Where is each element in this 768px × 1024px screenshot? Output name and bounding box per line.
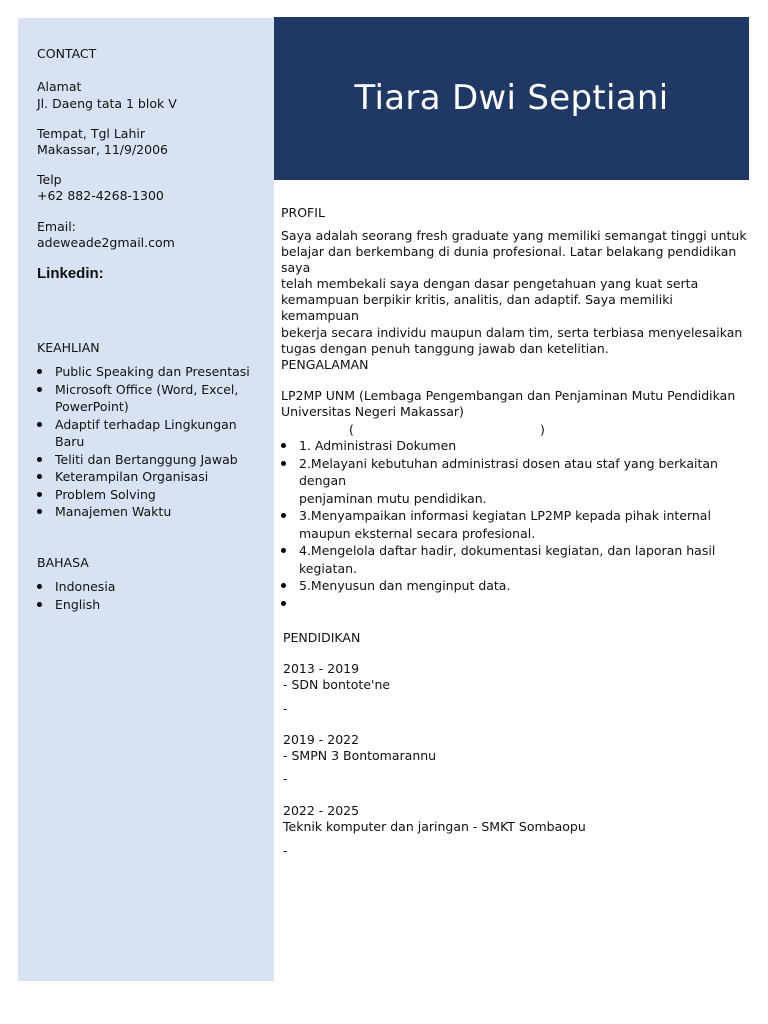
email-label: Email: (37, 219, 76, 234)
experience-heading: PENGALAMAN (281, 357, 369, 372)
contact-heading: CONTACT (37, 46, 97, 61)
birth-label: Tempat, Tgl Lahir (37, 126, 145, 141)
education-note: - (283, 701, 288, 716)
phone-label: Telp (37, 172, 62, 187)
skill-item: Teliti dan Bertanggung Jawab (37, 451, 267, 469)
experience-org-line: LP2MP UNM (Lembaga Pengembangan dan Penjaminan Mutu Pendidikan (281, 388, 736, 403)
experience-list (281, 437, 751, 612)
education-note: - (283, 843, 288, 858)
experience-paren-open: ( (349, 422, 354, 437)
profile-heading: PROFIL (281, 205, 325, 220)
address-value: Jl. Daeng tata 1 blok V (37, 96, 177, 111)
profile-line: telah membekali saya dengan dasar pengetahuan yang kuat serta (281, 276, 699, 292)
experience-item: 2.Melayani kebutuhan administrasi dosen atau staf yang berkaitan dengan penjaminan mutu pendidikan. (281, 455, 751, 508)
experience-item (281, 595, 751, 613)
resume-name: Tiara Dwi Septiani (354, 78, 669, 119)
education-school: - SDN bontote'ne (283, 677, 391, 692)
education-note: - (283, 771, 288, 786)
language-item: Indonesia (37, 578, 267, 596)
skill-item: Adaptif terhadap Lingkungan Baru (37, 416, 267, 451)
skill-item: Microsoft Office (Word, Excel, PowerPoint) (37, 381, 267, 416)
profile-text (281, 228, 751, 357)
experience-item: 5.Menyusun dan menginput data. (281, 577, 751, 595)
experience-org-line: Universitas Negeri Makassar) (281, 404, 464, 419)
profile-line: belajar dan berkembang di dunia profesional. Latar belakang pendidikan saya (281, 244, 737, 276)
education-heading: PENDIDIKAN (283, 630, 361, 645)
skill-item: Public Speaking dan Presentasi (37, 363, 267, 381)
profile-line: bekerja secara individu maupun dalam tim, serta terbiasa menyelesaikan (281, 324, 743, 340)
experience-paren-close: ) (540, 422, 545, 437)
skill-item: Manajemen Waktu (37, 503, 267, 521)
address-label: Alamat (37, 79, 82, 94)
skill-item-continuation: PowerPoint) (55, 399, 129, 414)
education-years: 2019 - 2022 (283, 732, 360, 747)
experience-item: 3.Menyampaikan informasi kegiatan LP2MP kepada pihak internal maupun eksternal secara profesional. (281, 507, 751, 542)
experience-item: 1. Administrasi Dokumen (281, 437, 751, 455)
profile-line: tugas dengan penuh tanggung jawab dan ketelitian. (281, 340, 609, 356)
language-item: English (37, 596, 267, 614)
languages-heading: BAHASA (37, 555, 89, 570)
email-value: adeweade2gmail.com (37, 235, 175, 250)
linkedin-label: Linkedin: (37, 265, 104, 282)
profile-line: Saya adalah seorang fresh graduate yang memiliki semangat tinggi untuk (281, 228, 747, 243)
skills-list (37, 363, 267, 521)
skill-item: Keterampilan Organisasi (37, 468, 267, 486)
languages-list (37, 578, 267, 613)
education-school: - SMPN 3 Bontomarannu (283, 748, 437, 763)
education-school: Teknik komputer dan jaringan - SMKT Sombaopu (283, 819, 586, 834)
experience-item: 4.Mengelola daftar hadir, dokumentasi kegiatan, dan laporan hasil kegiatan. (281, 542, 751, 577)
education-years: 2013 - 2019 (283, 661, 360, 676)
header-banner (274, 17, 749, 180)
profile-line: kemampuan berpikir kritis, analitis, dan adaptif. Saya memiliki kemampuan (281, 292, 673, 324)
skills-heading: KEAHLIAN (37, 340, 100, 355)
phone-value: +62 882-4268-1300 (37, 188, 164, 203)
education-years: 2022 - 2025 (283, 803, 360, 818)
birth-value: Makassar, 11/9/2006 (37, 142, 168, 157)
skill-item: Problem Solving (37, 486, 267, 504)
